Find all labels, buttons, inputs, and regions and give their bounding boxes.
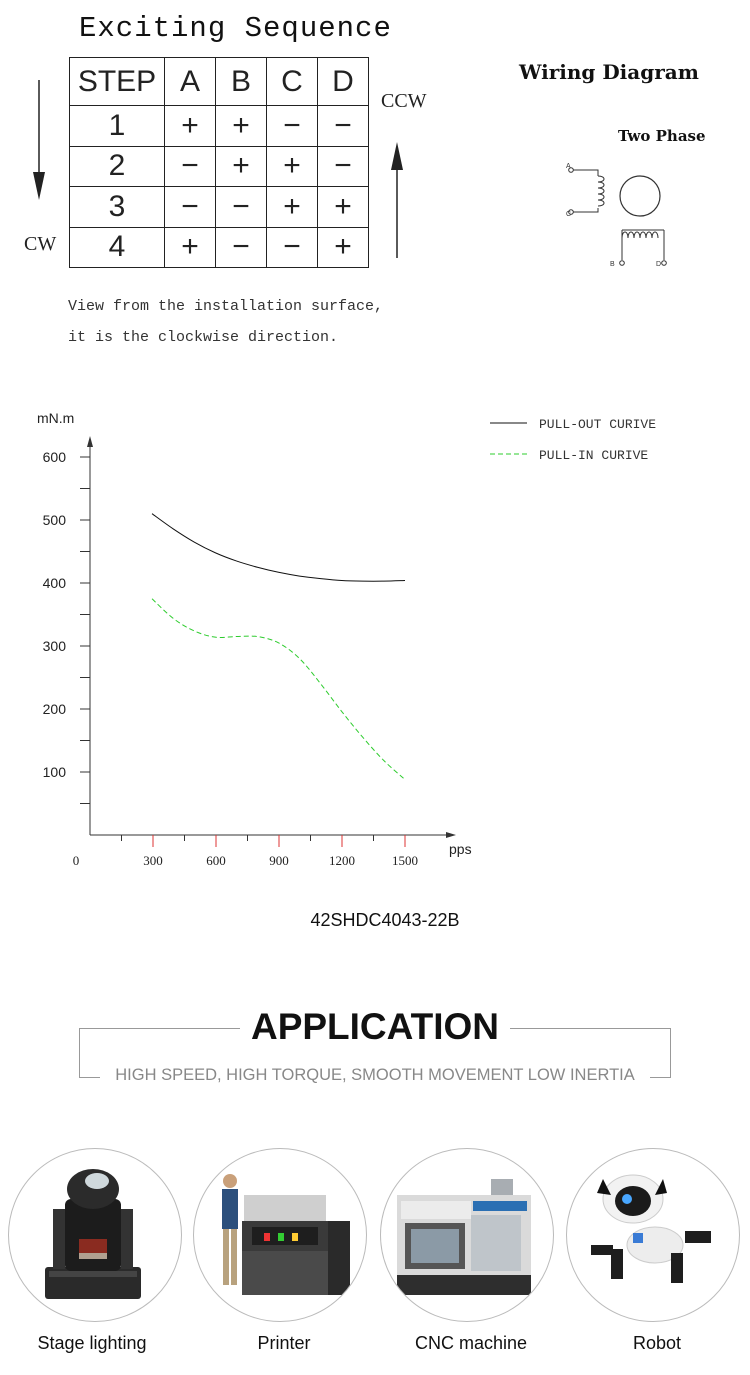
header-step: STEP	[70, 58, 165, 106]
ccw-arrow-icon	[386, 140, 408, 260]
table-cell: +	[165, 227, 216, 268]
table-row	[70, 227, 369, 268]
wiring-diagram-title: Wiring Diagram	[519, 60, 699, 84]
y-tick-label: 300	[42, 638, 66, 654]
table-cell: −	[216, 227, 267, 268]
exciting-sequence-table	[69, 57, 369, 268]
x-tick-label: 0	[72, 853, 80, 868]
table-cell: −	[318, 106, 369, 147]
header-b: B	[216, 58, 267, 106]
table-cell: −	[267, 227, 318, 268]
pin-b-label: B	[610, 261, 615, 268]
table-cell: +	[318, 187, 369, 228]
chart-axes	[37, 410, 472, 857]
table-cell: −	[318, 146, 369, 187]
x-tick-label: 900	[269, 853, 289, 868]
table-cell: +	[216, 146, 267, 187]
ccw-label: CCW	[381, 90, 427, 112]
sequence-title: Exciting Sequence	[79, 12, 392, 45]
x-tick-label: 600	[206, 853, 226, 868]
stage-lighting-image	[8, 1148, 182, 1322]
table-cell: +	[267, 146, 318, 187]
legend-label: PULL-IN CURIVE	[539, 448, 649, 463]
printer-image	[193, 1148, 367, 1322]
robot-dog-icon	[567, 1149, 739, 1321]
table-cell: +	[216, 106, 267, 147]
cnc-machine-image	[380, 1148, 554, 1322]
table-cell: −	[165, 146, 216, 187]
cw-arrow-icon	[28, 78, 50, 202]
x-tick-label: 1500	[392, 853, 418, 868]
pull-in-curve-line	[152, 599, 405, 780]
model-number: 42SHDC4043-22B	[310, 910, 460, 930]
torque-curve-chart	[0, 395, 750, 885]
pin-d-label: D	[656, 261, 662, 268]
pin-c-label: C	[566, 211, 572, 218]
y-tick-label: 600	[42, 449, 66, 465]
y-axis-arrow-icon	[87, 436, 93, 447]
two-phase-label: Two Phase	[618, 127, 706, 145]
y-tick-label: 500	[42, 512, 66, 528]
legend-label: PULL-OUT CURIVE	[539, 417, 657, 432]
y-tick-label: 200	[42, 701, 66, 717]
header-c: C	[267, 58, 318, 106]
printer-caption: Printer	[257, 1333, 311, 1353]
table-header-row	[70, 58, 369, 106]
x-tick-label: 1200	[329, 853, 355, 868]
pin-a-label: A	[566, 163, 571, 170]
table-cell: 1	[70, 106, 165, 147]
table-cell: 2	[70, 146, 165, 187]
y-tick-label: 100	[42, 764, 66, 780]
application-title: APPLICATION	[250, 1006, 500, 1047]
header-a: A	[165, 58, 216, 106]
table-cell: +	[318, 227, 369, 268]
direction-note-line1: View from the installation surface,	[68, 298, 384, 315]
stage-light-icon	[9, 1149, 181, 1321]
table-cell: 4	[70, 227, 165, 268]
y-axis-ticks	[43, 449, 90, 804]
x-axis-arrow-icon	[446, 832, 456, 838]
stage-lighting-caption: Stage lighting	[37, 1333, 147, 1353]
robot-image	[566, 1148, 740, 1322]
cnc-machine-caption: CNC machine	[414, 1333, 528, 1353]
pull-out-curve-line	[152, 514, 405, 581]
table-row	[70, 187, 369, 228]
table-cell: −	[216, 187, 267, 228]
wiring-diagram-icon	[560, 160, 680, 272]
robot-caption: Robot	[632, 1333, 682, 1353]
cw-label: CW	[24, 233, 57, 255]
header-d: D	[318, 58, 369, 106]
y-axis-label: mN.m	[37, 410, 75, 426]
y-tick-label: 400	[42, 575, 66, 591]
application-subtitle-wrap	[100, 1066, 650, 1085]
series-layer	[152, 514, 405, 780]
x-tick-label: 300	[143, 853, 163, 868]
table-row	[70, 146, 369, 187]
table-cell: +	[267, 187, 318, 228]
table-cell: +	[165, 106, 216, 147]
application-subtitle: HIGH SPEED, HIGH TORQUE, SMOOTH MOVEMENT LOW INERTIA	[115, 1066, 635, 1084]
table-cell: −	[165, 187, 216, 228]
table-cell: −	[267, 106, 318, 147]
application-title-wrap	[240, 1006, 510, 1048]
table-cell: 3	[70, 187, 165, 228]
direction-note-line2: it is the clockwise direction.	[68, 329, 339, 346]
chart-legend	[490, 417, 656, 463]
cnc-machine-icon	[381, 1149, 553, 1321]
table-row	[70, 106, 369, 147]
x-axis-ticks	[73, 835, 418, 868]
printer-icon	[194, 1149, 366, 1321]
x-axis-label: pps	[449, 841, 472, 857]
